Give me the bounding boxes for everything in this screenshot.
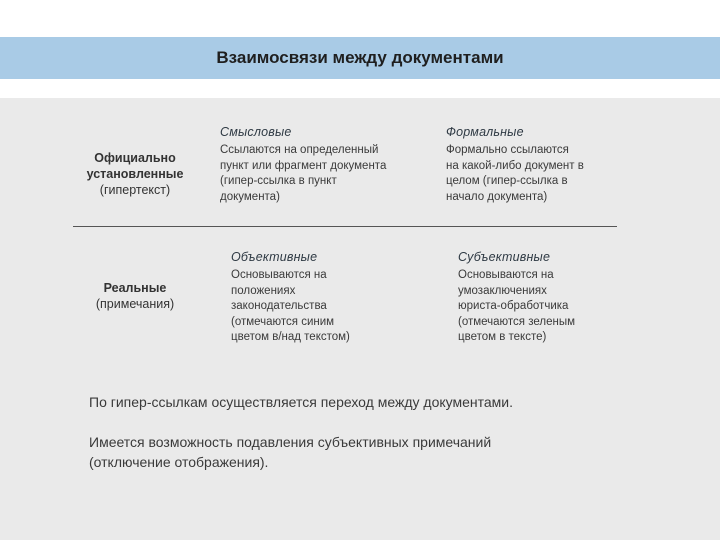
text-line: Формально ссылаются — [446, 144, 569, 156]
text-line: По гипер-ссылкам осуществляется переход между документами. — [89, 394, 513, 410]
cell-text — [220, 143, 430, 205]
text-line: начало документа) — [446, 190, 548, 203]
row-divider — [73, 226, 617, 227]
text-line: (отмечаются синим — [231, 315, 335, 328]
cell-text — [458, 268, 648, 346]
text-line: Основываются на — [231, 269, 327, 281]
text-line: цветом в тексте) — [458, 331, 547, 343]
text-line: на какой-либо документ в — [446, 159, 584, 172]
row-label-line: (примечания) — [95, 297, 175, 311]
cell-objective — [231, 250, 431, 346]
text-line: (отключение отображения). — [89, 454, 269, 470]
text-line: Имеется возможность подавления субъективных примечаний — [89, 434, 492, 450]
column-heading-formal: Формальные — [446, 125, 524, 139]
row-label-line: Официально — [94, 151, 176, 165]
row-label-line: Реальные — [103, 281, 167, 295]
text-line: Основываются на — [458, 269, 554, 281]
cell-text — [446, 143, 646, 205]
slide-title: Взаимосвязи между документами — [216, 48, 504, 67]
text-line: положениях — [231, 284, 296, 297]
row-label-line: установленные — [86, 167, 184, 181]
column-heading-semantic: Смысловые — [220, 125, 292, 139]
text-line: умозаключениях — [458, 284, 547, 297]
title-band — [0, 37, 720, 79]
column-heading-objective: Объективные — [231, 250, 318, 264]
note-suppression — [89, 432, 649, 472]
row-label-line: (гипертекст) — [99, 183, 171, 197]
cell-formal — [446, 125, 646, 205]
text-line: законодательства — [231, 300, 327, 312]
cell-semantic — [220, 125, 430, 205]
text-line: Ссылаются на определенный — [220, 144, 379, 156]
cell-subjective — [458, 250, 648, 346]
text-line: пункт или фрагмент документа — [220, 159, 387, 172]
text-line: цветом в/над текстом) — [231, 331, 350, 343]
cell-text — [231, 268, 431, 346]
text-line: (гипер-ссылка в пункт — [220, 175, 337, 187]
text-line: (отмечаются зеленым — [458, 315, 576, 328]
note-hyperlinks — [89, 392, 649, 412]
text-line: целом (гипер-ссылка в — [446, 175, 568, 187]
column-heading-subjective: Субъективные — [458, 250, 551, 264]
text-line: документа) — [220, 190, 280, 203]
row-label-real — [72, 280, 198, 312]
text-line: юриста-обработчика — [458, 300, 569, 312]
row-label-official — [72, 150, 198, 198]
